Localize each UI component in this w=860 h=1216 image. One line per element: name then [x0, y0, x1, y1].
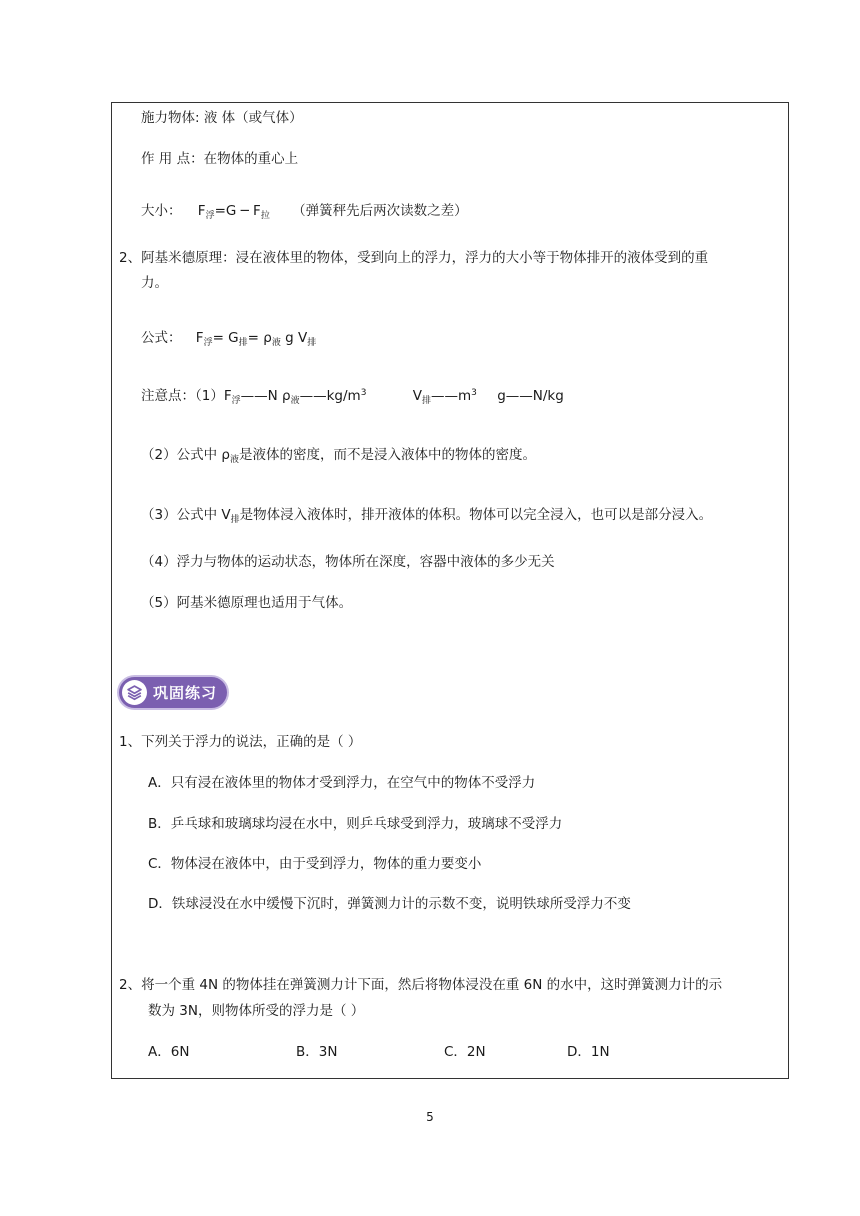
- note-3-sub: 排: [230, 515, 240, 525]
- note-4: （4）浮力与物体的运动状态，物体所在深度，容器中液体的多少无关: [141, 554, 555, 570]
- action-point-line: 作 用 点：在物体的重心上: [141, 151, 299, 167]
- formula-sub-2: 排: [238, 338, 248, 348]
- question-1-stem: 1、下列关于浮力的说法，正确的是（ ）: [119, 734, 362, 750]
- magnitude-f: F: [197, 203, 206, 219]
- question-1-option-d: D．铁球浸没在水中缓慢下沉时，弹簧测力计的示数不变，说明铁球所受浮力不变: [148, 896, 631, 912]
- archimedes-line-2: 力。: [141, 275, 168, 291]
- formula-f: F: [195, 330, 204, 346]
- units-label: 注意点：（1）F: [141, 388, 232, 404]
- units-volume: ——m: [431, 388, 472, 404]
- formula-line: [141, 328, 316, 348]
- magnitude-label: 大小：: [141, 203, 182, 219]
- note-3-b: 是物体浸入液体时，排开液体的体积。物体可以完全浸入，也可以是部分浸入。: [239, 507, 713, 523]
- formula-sub-3: 液: [271, 338, 281, 348]
- question-2-option-c: C．2N: [444, 1044, 486, 1060]
- units-g: g——N/kg: [497, 388, 564, 404]
- units-sub-2: 液: [290, 396, 300, 406]
- question-1-option-b: B．乒乓球和玻璃球均浸在水中，则乒乓球受到浮力，玻璃球不受浮力: [148, 816, 563, 832]
- units-sub-3: 排: [421, 396, 431, 406]
- note-2-a: （2）公式中 ρ: [141, 447, 230, 463]
- formula-g: = G: [212, 330, 239, 346]
- units-density: ——kg/m: [299, 388, 361, 404]
- question-2-option-b: B．3N: [296, 1044, 338, 1060]
- units-line: [141, 386, 564, 406]
- question-1-option-a: A．只有浸在液体里的物体才受到浮力，在空气中的物体不受浮力: [148, 775, 536, 791]
- note-2-sub: 液: [229, 455, 239, 465]
- layers-icon: [122, 680, 147, 705]
- units-pow-2: 3: [471, 388, 477, 398]
- question-2-option-d: D．1N: [567, 1044, 610, 1060]
- page-number: 5: [426, 1110, 434, 1124]
- magnitude-sub-pull: 拉: [260, 211, 270, 221]
- question-1-option-c: C．物体浸在液体中，由于受到浮力，物体的重力要变小: [148, 856, 482, 872]
- magnitude-mid: =G ─ F: [214, 203, 261, 219]
- note-3: [141, 505, 712, 525]
- exerting-object-line: 施力物体: 液 体（或气体）: [141, 110, 303, 126]
- formula-label: 公式：: [141, 330, 182, 346]
- formula-gv: g V: [280, 330, 308, 346]
- magnitude-note: （弹簧秤先后两次读数之差）: [292, 203, 468, 219]
- units-n: ——N ρ: [240, 388, 291, 404]
- formula-sub-1: 浮: [203, 338, 213, 348]
- note-2: [141, 445, 536, 465]
- units-pow-1: 3: [360, 388, 367, 398]
- archimedes-line-1: 2、阿基米德原理：浸在液体里的物体，受到向上的浮力，浮力的大小等于物体排开的液体受到的重: [119, 250, 709, 266]
- note-5: （5）阿基米德原理也适用于气体。: [141, 595, 353, 611]
- question-2-stem-line-1: 2、将一个重 4N 的物体挂在弹簧测力计下面，然后将物体浸没在重 6N 的水中，这时弹簧测力计的示: [119, 977, 723, 993]
- question-2-stem-line-2: 数为 3N，则物体所受的浮力是（ ）: [148, 1003, 365, 1019]
- note-2-b: 是液体的密度，而不是浸入液体中的物体的密度。: [238, 447, 536, 463]
- section-badge-label: 巩固练习: [153, 684, 218, 702]
- note-3-a: （3）公式中 V: [141, 507, 231, 523]
- units-v: V: [412, 388, 422, 404]
- section-badge: [119, 677, 227, 708]
- magnitude-sub-buoyancy: 浮: [205, 211, 215, 221]
- formula-rho: = ρ: [247, 330, 272, 346]
- magnitude-line: [141, 201, 468, 221]
- question-2-option-a: A．6N: [148, 1044, 190, 1060]
- formula-sub-4: 排: [307, 338, 317, 348]
- units-sub-1: 浮: [231, 396, 241, 406]
